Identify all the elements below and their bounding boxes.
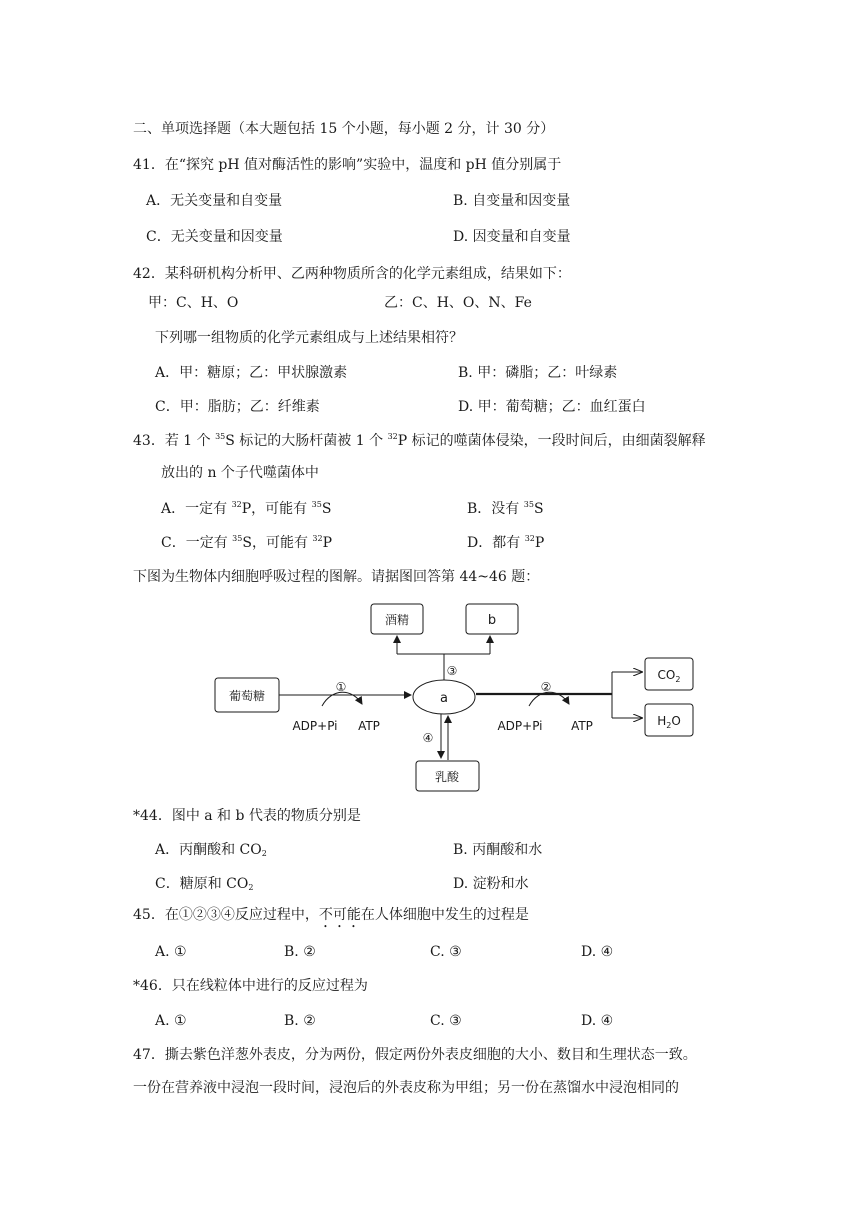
q46-option-a: A. ①	[155, 1013, 187, 1029]
emphasis-text: 不可能	[318, 907, 361, 923]
q43-option-c: C．一定有 $^{35}$S，可能有 $^{32}$P	[161, 534, 333, 551]
adp-label-1: ADP+Pi	[292, 719, 338, 733]
q41-stem: 41．在“探究 pH 值对酶活性的影响”实验中，温度和 pH 值分别属于	[133, 157, 562, 173]
q44-option-b: B. 丙酮酸和水	[453, 842, 543, 858]
q41-option-d: D. 因变量和自变量	[453, 229, 571, 245]
diagram-intro: 下图为生物体内细胞呼吸过程的图解。请据图回答第 44~46 题：	[133, 569, 540, 585]
q42-yi: 乙：C、H、O、N、Fe	[384, 295, 532, 311]
q46-stem: *46．只在线粒体中进行的反应过程为	[133, 978, 368, 994]
q42-option-d: D. 甲：葡萄糖；乙：血红蛋白	[458, 399, 646, 415]
q47-line2: 一份在营养液中浸泡一段时间，浸泡后的外表皮称为甲组；另一份在蒸馏水中浸泡相同的	[133, 1080, 679, 1096]
q44-option-c: C．糖原和 $CO_2$	[155, 876, 254, 892]
a-label: a	[440, 691, 448, 706]
q42-option-c: C．甲：脂肪；乙：纤维素	[155, 399, 320, 415]
q46-option-c: C. ③	[430, 1013, 462, 1029]
q45-option-b: B. ②	[284, 944, 316, 960]
q41-option-c: C．无关变量和因变量	[146, 229, 283, 245]
q44-option-a: A．丙酮酸和 $CO_2$	[155, 842, 267, 858]
q43-option-a: A．一定有 $^{32}$P，可能有 $^{35}$S	[161, 500, 332, 517]
q42-ask: 下列哪一组物质的化学元素组成与上述结果相符？	[155, 330, 463, 346]
h2o-label: $H_2O$	[657, 714, 681, 730]
b-label: b	[487, 613, 497, 628]
atp-label-1: ATP	[358, 719, 380, 733]
step-2-label: ②	[540, 680, 552, 694]
h2o-box	[645, 704, 693, 736]
q45-option-c: C. ③	[430, 944, 462, 960]
q46-option-d: D. ④	[581, 1013, 614, 1029]
lactic-label: 乳酸	[434, 770, 460, 784]
q43-stem: 43．若 1 个 $^{35}$S 标记的大肠杆菌被 1 个 $^{32}$P 标记的噬菌体侵染，一段时间后，由细菌裂解释	[133, 432, 706, 449]
atp-label-2: ATP	[571, 719, 593, 733]
q42-jia: 甲：C、H、O	[148, 295, 239, 311]
q42-option-b: B. 甲：磷脂；乙：叶绿素	[458, 365, 618, 381]
q42-stem: 42．某科研机构分析甲、乙两种物质所含的化学元素组成，结果如下：	[133, 266, 571, 282]
q43-stem-line2: 放出的 n 个子代噬菌体中	[161, 465, 319, 481]
q47-line1: 47．撕去紫色洋葱外表皮，分为两份，假定两份外表皮细胞的大小、数目和生理状态一致。	[133, 1047, 697, 1063]
q44-option-d: D. 淀粉和水	[453, 876, 529, 892]
q42-option-a: A．甲：糖原；乙：甲状腺激素	[155, 365, 348, 381]
q41-option-b: B. 自变量和因变量	[453, 193, 571, 209]
q44-stem: *44．图中 a 和 b 代表的物质分别是	[133, 808, 361, 824]
adp-label-2: ADP+Pi	[497, 719, 543, 733]
q43-option-b: B．没有 $^{35}$S	[467, 500, 544, 517]
q41-option-a: A．无关变量和自变量	[146, 193, 283, 209]
q45-stem: 45．在①②③④反应过程中，不可能在人体细胞中发生的过程是	[133, 907, 529, 923]
q46-option-b: B. ②	[284, 1013, 316, 1029]
step-1-label: ①	[335, 680, 347, 694]
section-title: 二、单项选择题（本大题包括 15 个小题，每小题 2 分，计 30 分）	[133, 121, 555, 137]
q43-option-d: D．都有 $^{32}$P	[467, 534, 545, 551]
step-4-label: ④	[422, 731, 434, 745]
glucose-label: 葡萄糖	[228, 689, 266, 703]
alcohol-label: 酒精	[384, 613, 410, 627]
step-3-label: ③	[446, 664, 458, 678]
q45-option-a: A. ①	[155, 944, 187, 960]
q45-option-d: D. ④	[581, 944, 614, 960]
co2-label: $CO_2$	[657, 668, 681, 684]
